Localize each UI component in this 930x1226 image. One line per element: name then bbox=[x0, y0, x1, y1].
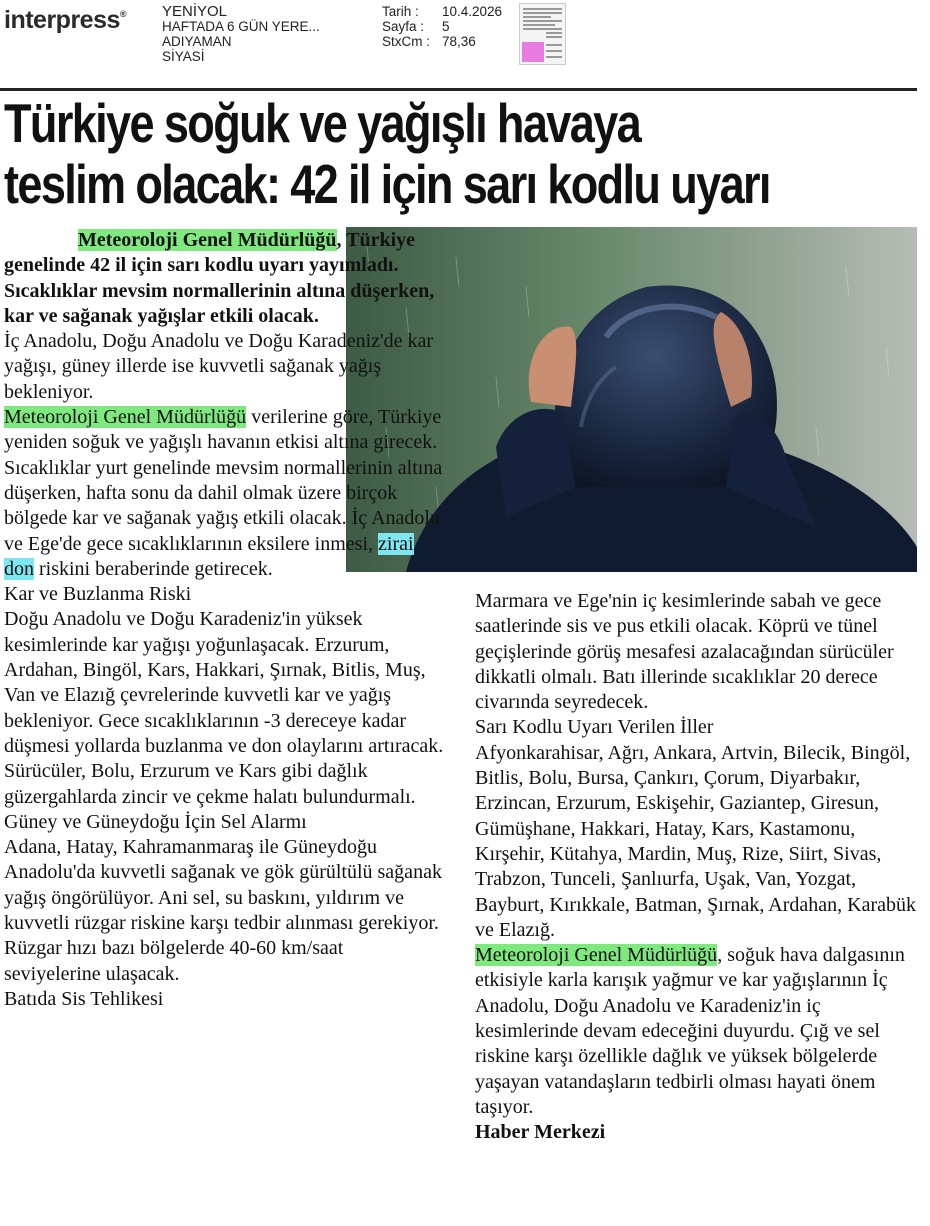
headline-line-2: teslim olacak: 42 il için sarı kodlu uyarı bbox=[4, 153, 770, 215]
meta-page-row: Sayfa : 5 bbox=[382, 19, 450, 34]
subheading-provinces: Sarı Kodlu Uyarı Verilen İller bbox=[475, 716, 714, 739]
interpress-logo: interpress® bbox=[4, 6, 127, 34]
paragraph-3: Doğu Anadolu ve Doğu Karadeniz'in yüksek kesimlerinde kar yağışı yoğunlaşacak. Erzurum, Ardahan, Bingöl, Kars, Hakkari, Şırnak, Bitlis, Muş, Van ve Elazığ çevrelerinde kuvvetli kar ve yağış bekleniyor. Gece sıcaklıklarının -3 dereceye kadar düşmesi yollarda buzlanma ve don olaylarını artıracak. Sürücüler, Bolu, Erzurum ve Kars gibi dağlık güzergahlarda zincir ve çekme halatı bulundurmalı. bbox=[4, 608, 444, 808]
publication-name: YENİYOL bbox=[162, 3, 228, 20]
paragraph-5: Marmara ve Ege'nin iç kesimlerinde sabah ve gece saatlerinde sis ve pus etkili olacak. Köprü ve tünel geçişlerinde görüş mesafesi azalacağından sürücüler dikkatli olmalı. Batı illerinde sıcaklıklar 20 derece civarında seyredecek. bbox=[475, 590, 894, 714]
subheading-flood: Güney ve Güneydoğu İçin Sel Alarmı bbox=[4, 810, 307, 833]
article-column-right bbox=[475, 589, 920, 1146]
paragraph-1: İç Anadolu, Doğu Anadolu ve Doğu Karadeniz'de kar yağışı, güney illerde ise kuvvetli sağanak yağış bekleniyor. bbox=[4, 330, 434, 403]
highlight-org: Meteoroloji Genel Müdürlüğü bbox=[78, 229, 337, 251]
clipping-meta bbox=[382, 4, 502, 49]
header-divider bbox=[0, 88, 917, 91]
highlight-org: Meteoroloji Genel Müdürlüğü bbox=[475, 944, 718, 967]
meta-date-row: Tarih : 10.4.2026 bbox=[382, 4, 503, 19]
meta-size-row: StxCm : 78,36 bbox=[382, 34, 476, 49]
publication-info bbox=[162, 4, 320, 64]
highlight-org: Meteoroloji Genel Müdürlüğü bbox=[4, 406, 247, 429]
page-thumbnail[interactable] bbox=[519, 3, 566, 65]
lead-paragraph: Meteoroloji Genel Müdürlüğü, Türkiye genelinde 42 il için sarı kodlu uyarı yayımladı. Sıcaklıklar mevsim normallerinin altına düşerken, kar ve sağanak yağışlar etkili olacak. bbox=[4, 229, 435, 327]
highlight-zirai-don: zirai don bbox=[4, 532, 414, 580]
headline-line-1: Türkiye soğuk ve yağışlı havaya bbox=[4, 92, 641, 154]
paragraph-4: Adana, Hatay, Kahramanmaraş ile Güneydoğu Anadolu'da kuvvetli sağanak ve gök gürültülü sağanak yağış öngörülüyor. Ani sel, su baskını, yıldırım ve kuvvetli rüzgar riskine karşı tedbir alınması gerekiyor. Rüzgar hızı bazı bölgelerde 40-60 km/saat seviyelerine ulaşacak. bbox=[4, 836, 442, 985]
paragraph-6: Afyonkarahisar, Ağrı, Ankara, Artvin, Bilecik, Bingöl, Bitlis, Bolu, Bursa, Çankırı, Çorum, Diyarbakır, Erzincan, Erzurum, Eskişehir, Gaziantep, Giresun, Gümüşhane, Hakkari, Hatay, Kars, Kastamonu, Kırşehir, Kütahya, Mardin, Muş, Rize, Siirt, Sivas, Trabzon, Tunceli, Şanlıurfa, Uşak, Van, Yozgat, Bayburt, Kırıkkale, Batman, Şırnak, Ardahan, Karabük ve Elazığ. bbox=[475, 741, 916, 941]
byline: Haber Merkezi bbox=[475, 1121, 606, 1144]
article-column-left bbox=[4, 228, 444, 1012]
subheading-snow: Kar ve Buzlanma Riski bbox=[4, 583, 192, 606]
paragraph-2: Meteoroloji Genel Müdürlüğü verilerine göre, Türkiye yeniden soğuk ve yağışlı havanın etkisi altına girecek. Sıcaklıklar yurt genelinde mevsim normallerinin altına düşerken, hafta sonu da dahil olmak üzere birçok bölgede kar ve sağanak yağış etkili olacak. İç Anadolu ve Ege'de gece sıcaklıklarının eksilere inmesi, zirai don riskini beraberinde getirecek. bbox=[4, 406, 443, 580]
publication-frequency: HAFTADA 6 GÜN YERE... bbox=[162, 19, 320, 34]
publication-city: ADIYAMAN bbox=[162, 34, 232, 49]
headline bbox=[4, 92, 770, 215]
publication-category: SİYASİ bbox=[162, 49, 205, 64]
paragraph-7: Meteoroloji Genel Müdürlüğü, soğuk hava dalgasının etkisiyle karla karışık yağmur ve kar yağışlarının İç Anadolu, Doğu Anadolu ve Karadeniz'in iç kesimlerinde devam edeceğini duyurdu. Çığ ve sel riskine karşı özellikle dağlık ve yüksek bölgelerde yaşayan vatandaşların tedbirli olması hayati önem taşıyor. bbox=[475, 944, 905, 1118]
subheading-fog: Batıda Sis Tehlikesi bbox=[4, 987, 164, 1010]
